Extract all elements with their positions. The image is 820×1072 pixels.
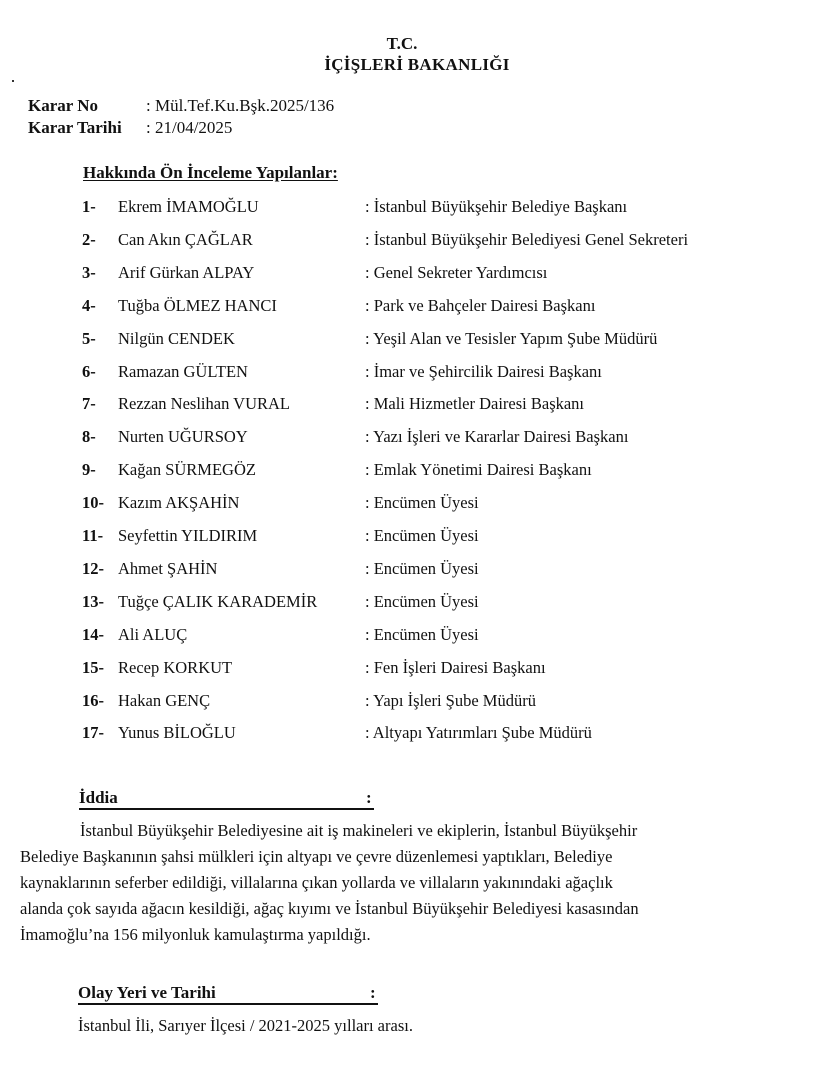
olay-heading: Olay Yeri ve Tarihi <box>78 983 216 1002</box>
person-name: Ekrem İMAMOĞLU <box>118 197 259 216</box>
meta-label: Karar No <box>28 96 99 115</box>
person-name: Nurten UĞURSOY <box>118 427 248 447</box>
person-number: 7- <box>82 394 96 414</box>
meta-decision-date <box>28 118 232 138</box>
person-number: 15- <box>82 657 104 677</box>
iddia-paragraph <box>20 818 780 948</box>
meta-decision-no <box>28 96 334 116</box>
person-title: : Fen İşleri Dairesi Başkanı <box>365 657 546 677</box>
olay-underline <box>78 1003 378 1005</box>
person-name: Nilgün CENDEK <box>118 328 235 348</box>
person-title: : Emlak Yönetimi Dairesi Başkanı <box>365 460 592 480</box>
person-row <box>0 526 800 550</box>
meta-value: : 21/04/2025 <box>146 118 233 137</box>
person-title: : Encümen Üyesi <box>365 493 479 513</box>
person-row <box>0 493 800 517</box>
person-name: Tuğçe ÇALIK KARADEMİR <box>118 591 318 611</box>
section-title: Hakkında Ön İnceleme Yapılanlar: <box>83 163 338 182</box>
person-title: : Park ve Bahçeler Dairesi Başkanı <box>365 295 596 315</box>
person-title: : Yazı İşleri ve Kararlar Dairesi Başkanı <box>365 427 629 447</box>
meta-value: : Mül.Tef.Ku.Bşk.2025/136 <box>146 96 335 115</box>
person-number: 9- <box>82 460 96 480</box>
person-title: : Encümen Üyesi <box>365 591 479 611</box>
person-row <box>0 592 800 616</box>
iddia-underline <box>79 808 374 810</box>
meta-label: Karar Tarihi <box>28 118 122 137</box>
person-number: 17- <box>82 723 104 743</box>
person-name: Kazım AKŞAHİN <box>118 493 240 513</box>
scan-speck <box>12 80 14 82</box>
person-title: : Encümen Üyesi <box>365 526 479 545</box>
person-row <box>0 559 800 583</box>
person-name: Hakan GENÇ <box>118 690 211 710</box>
person-title: : Genel Sekreter Yardımcısı <box>365 262 548 282</box>
person-number: 12- <box>82 558 104 578</box>
person-name: Ali ALUÇ <box>118 624 188 644</box>
person-number: 2- <box>82 229 96 249</box>
person-title: : İstanbul Büyükşehir Belediyesi Genel Sekreteri <box>365 229 689 249</box>
person-row <box>0 691 800 715</box>
person-name: Seyfettin YILDIRIM <box>118 526 258 545</box>
person-name: Recep KORKUT <box>118 657 233 677</box>
person-row <box>0 263 800 287</box>
person-row <box>0 625 800 649</box>
header-tc: T.C. <box>386 34 418 53</box>
paragraph-line: kaynaklarının seferber edildiği, villalarına çıkan yollarda ve villaların yakınındaki ağaçlık <box>20 873 613 892</box>
person-title: : Yeşil Alan ve Tesisler Yapım Şube Müdürü <box>365 328 658 348</box>
person-number: 13- <box>82 591 104 611</box>
person-title: : Encümen Üyesi <box>365 558 479 578</box>
person-row <box>0 427 800 451</box>
person-name: Arif Gürkan ALPAY <box>118 262 255 282</box>
person-title: : Altyapı Yatırımları Şube Müdürü <box>365 723 592 743</box>
person-row <box>0 723 800 747</box>
person-number: 8- <box>82 427 96 447</box>
person-row <box>0 230 800 254</box>
person-name: Tuğba ÖLMEZ HANCI <box>118 295 277 315</box>
person-number: 4- <box>82 295 96 315</box>
person-name: Ramazan GÜLTEN <box>118 361 248 381</box>
person-title: : Yapı İşleri Şube Müdürü <box>365 690 536 710</box>
person-row <box>0 394 800 418</box>
person-name: Rezzan Neslihan VURAL <box>118 394 290 414</box>
person-number: 1- <box>82 197 96 216</box>
person-row <box>0 362 800 386</box>
person-number: 5- <box>82 328 96 348</box>
olay-colon: : <box>370 983 376 1002</box>
person-title: : Mali Hizmetler Dairesi Başkanı <box>365 394 585 414</box>
olay-body: İstanbul İli, Sarıyer İlçesi / 2021-2025 yılları arası. <box>78 1016 413 1035</box>
person-number: 16- <box>82 690 104 710</box>
person-row <box>0 460 800 484</box>
paragraph-line: İmamoğlu’na 156 milyonluk kamulaştırma yapıldığı. <box>20 925 371 944</box>
paragraph-line: alanda çok sayıda ağacın kesildiği, ağaç kıyımı ve İstanbul Büyükşehir Belediyesi kasasından <box>20 899 639 918</box>
person-row <box>0 197 800 221</box>
person-name: Can Akın ÇAĞLAR <box>118 229 253 249</box>
person-row <box>0 658 800 682</box>
person-row <box>0 329 800 353</box>
person-name: Ahmet ŞAHİN <box>118 558 218 578</box>
person-number: 11- <box>82 526 104 545</box>
person-number: 3- <box>82 262 96 282</box>
person-title: : İstanbul Büyükşehir Belediye Başkanı <box>365 197 628 216</box>
person-title: : Encümen Üyesi <box>365 624 479 644</box>
person-number: 14- <box>82 624 104 644</box>
person-number: 6- <box>82 361 96 381</box>
person-name: Kağan SÜRMEGÖZ <box>118 460 256 480</box>
person-title: : İmar ve Şehircilik Dairesi Başkanı <box>365 361 602 381</box>
iddia-heading: İddia <box>79 788 118 807</box>
person-row <box>0 296 800 320</box>
paragraph-line: İstanbul Büyükşehir Belediyesine ait iş makineleri ve ekiplerin, İstanbul Büyükşehir <box>80 821 638 840</box>
iddia-colon: : <box>366 788 372 807</box>
header-ministry: İÇİŞLERİ BAKANLIĞI <box>324 55 510 74</box>
person-number: 10- <box>82 493 104 513</box>
person-name: Yunus BİLOĞLU <box>118 723 236 743</box>
paragraph-line: Belediye Başkanının şahsi mülkleri için altyapı ve çevre düzenlemesi yaptıkları, Belediye <box>20 847 613 866</box>
